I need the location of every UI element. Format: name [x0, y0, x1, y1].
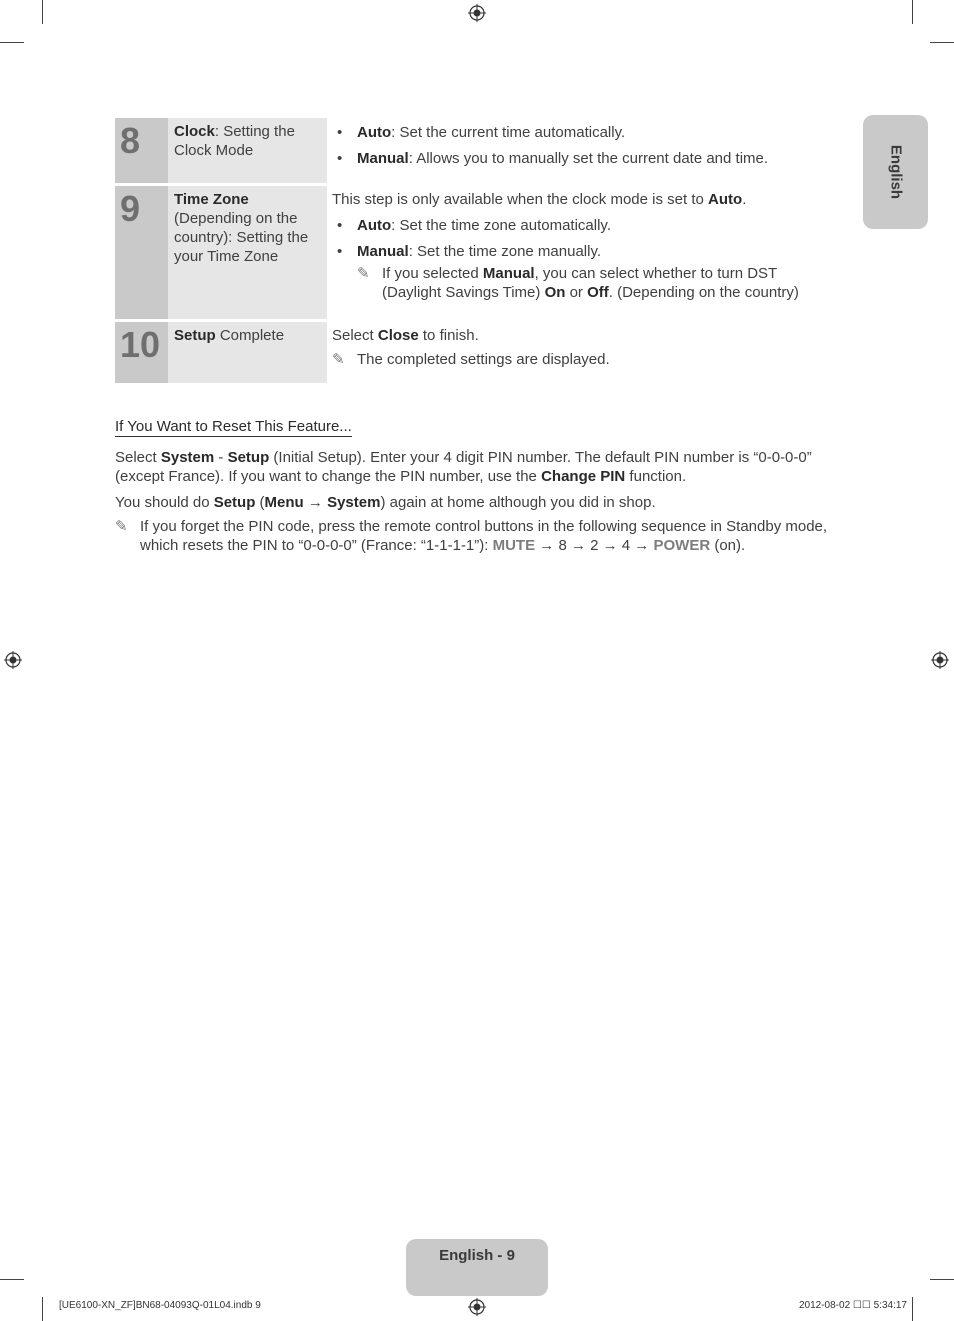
sub-note-wrapper — [332, 264, 830, 302]
step-label-text: Complete — [215, 327, 285, 344]
step-row-10 — [115, 322, 830, 383]
note — [357, 264, 830, 302]
note-key: POWER — [653, 537, 711, 554]
reset-paragraph-1 — [115, 448, 830, 486]
crop-mark — [0, 1279, 24, 1280]
note-text: If you selected — [382, 265, 483, 282]
step-description — [332, 123, 830, 175]
para-text: (Initial Setup). Enter your 4 digit PIN number. The default PIN number is “0-0-0-0” (except France). If you want to change the PIN number, use the — [115, 449, 812, 485]
crop-mark — [912, 1297, 913, 1321]
pencil-note-icon: ✎ — [332, 351, 345, 368]
step-label — [168, 322, 327, 383]
step-description — [332, 190, 830, 302]
step-label — [168, 118, 327, 183]
crop-mark — [42, 1297, 43, 1321]
para-text: ) again at home although you did in shop. — [380, 494, 656, 511]
item-bold: Auto — [357, 124, 392, 141]
step-label-text: : Setting the Clock Mode — [174, 123, 295, 159]
para-text: Select — [115, 449, 161, 466]
crop-mark — [930, 42, 954, 43]
note-text: , you can select whether to turn DST (Daylight Savings Time) — [382, 265, 777, 301]
item-text: : Set the time zone automatically. — [391, 217, 611, 234]
para-text: - — [214, 449, 228, 466]
registration-mark-icon — [931, 651, 949, 669]
note-text: → 8 → 2 → 4 → — [535, 537, 654, 554]
crop-mark — [0, 42, 24, 43]
item-bold: Manual — [357, 150, 409, 167]
para-bold: Menu — [264, 494, 304, 511]
note-text: or — [565, 284, 588, 301]
para-bold: System — [160, 449, 215, 466]
step-line — [332, 326, 830, 345]
step-number: 10 — [115, 322, 168, 383]
crop-mark — [42, 0, 43, 24]
note-text: . (Depending on the country) — [608, 284, 799, 301]
step-row-9 — [115, 186, 830, 319]
slug-right: 2012-08-02 ☐☐ 5:34:17 — [798, 1300, 907, 1311]
section-title: If You Want to Reset This Feature... — [115, 418, 352, 435]
step-label-bold: Clock — [174, 123, 215, 140]
pencil-note-icon: ✎ — [115, 518, 128, 535]
page-number-tab — [406, 1239, 548, 1296]
para-text: function. — [625, 468, 687, 485]
note-text: If you forget the PIN code, press the remote control buttons in the following sequence in Standby mode, which resets the PIN to “0-0-0-0” (France: “1-1-1-1”): — [140, 518, 828, 554]
item-text: : Allows you to manually set the current date and time. — [408, 150, 769, 167]
language-side-tab-label: English — [887, 144, 904, 200]
note-bold: Manual — [482, 265, 535, 282]
reset-note — [115, 517, 855, 555]
note — [332, 350, 830, 369]
language-side-tab — [863, 115, 928, 229]
page-number-label: English - 9 — [439, 1247, 515, 1264]
step-label — [168, 186, 327, 319]
step-number: 8 — [115, 118, 168, 183]
step-label-text: (Depending on the country): Setting the your Time Zone — [174, 210, 309, 265]
item-text: : Set the time zone manually. — [408, 243, 602, 260]
note-text: The completed settings are displayed. — [357, 351, 610, 368]
step-label-bold: Time Zone — [174, 191, 249, 208]
para-bold: Setup — [227, 449, 270, 466]
registration-mark-icon — [468, 4, 486, 22]
pencil-note-icon: ✎ — [357, 265, 370, 282]
list-item — [332, 149, 830, 168]
item-bold: Manual — [357, 243, 409, 260]
list-item — [332, 123, 830, 142]
crop-mark — [930, 1279, 954, 1280]
para-text: → — [303, 494, 328, 511]
para-bold: Setup — [213, 494, 256, 511]
line-text: to finish. — [418, 327, 479, 344]
registration-mark-icon — [468, 1298, 486, 1316]
note-text: (on). — [710, 537, 746, 554]
step-intro — [332, 190, 830, 209]
item-text: : Set the current time automatically. — [391, 124, 626, 141]
slug-left: [UE6100-XN_ZF]BN68-04093Q-01L04.indb 9 — [59, 1300, 261, 1311]
note-key: MUTE — [492, 537, 536, 554]
step-number: 9 — [115, 186, 168, 319]
intro-bold: Auto — [708, 191, 743, 208]
intro-text: . — [742, 191, 747, 208]
line-bold: Close — [377, 327, 419, 344]
list-item — [332, 216, 830, 235]
item-bold: Auto — [357, 217, 392, 234]
reset-paragraph-2 — [115, 493, 830, 512]
intro-text: This step is only available when the clock mode is set to — [332, 191, 709, 208]
para-text: You should do — [115, 494, 214, 511]
para-bold: System — [327, 494, 381, 511]
note-bold: On — [544, 284, 566, 301]
step-description — [332, 326, 830, 369]
registration-mark-icon — [4, 651, 22, 669]
note-bold: Off — [587, 284, 609, 301]
line-text: Select — [332, 327, 378, 344]
step-label-bold: Setup — [174, 327, 216, 344]
para-bold: Change PIN — [541, 468, 626, 485]
list-item — [332, 242, 830, 261]
step-row-8 — [115, 118, 830, 183]
crop-mark — [912, 0, 913, 24]
para-text: ( — [255, 494, 265, 511]
